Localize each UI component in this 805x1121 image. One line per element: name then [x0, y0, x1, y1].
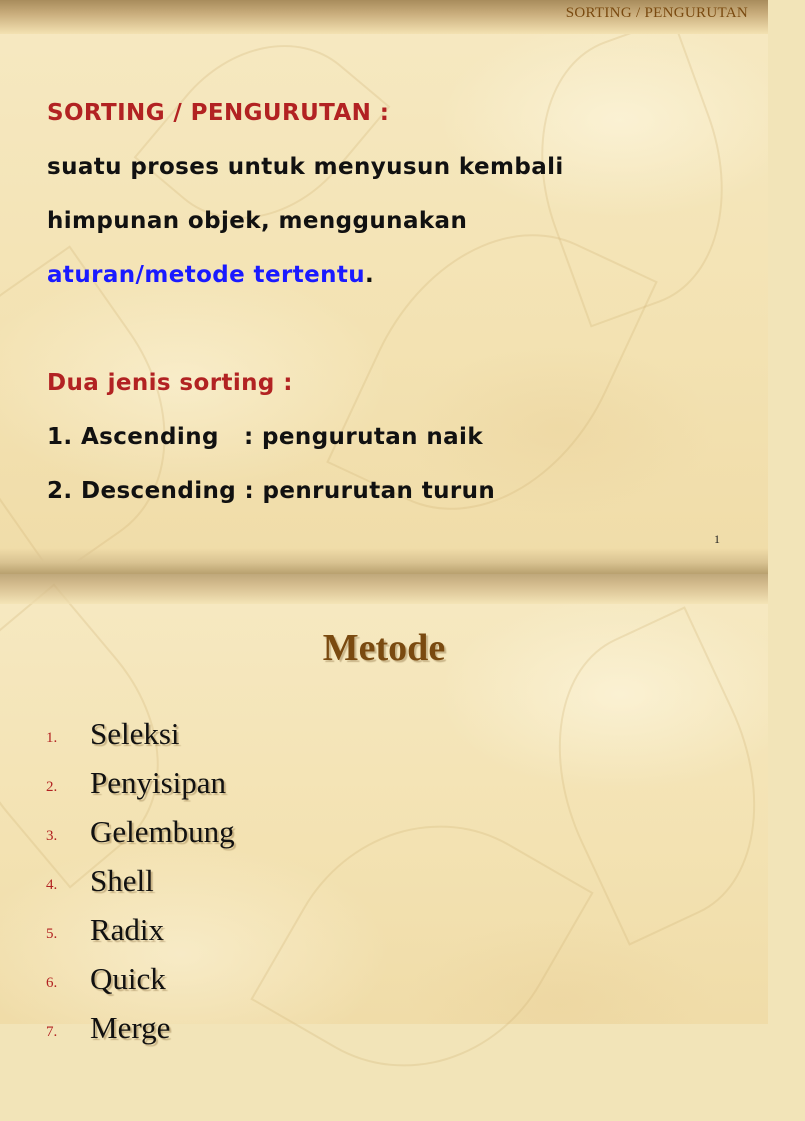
list-label: Quick: [90, 961, 166, 996]
list-item: [0, 814, 768, 864]
slide-2: [0, 574, 768, 1045]
page-number: 1: [714, 532, 720, 546]
definition-line-2: himpunan objek, menggunakan: [47, 208, 468, 234]
types-heading: Dua jenis sorting :: [47, 370, 293, 396]
type-ascending: 1. Ascending : pengurutan naik: [47, 424, 484, 450]
list-label: Merge: [90, 1010, 171, 1045]
list-item: [0, 716, 768, 766]
definition-heading: SORTING / PENGURUTAN :: [47, 100, 390, 126]
slide-top-edge: [0, 574, 768, 604]
list-item: [0, 912, 768, 962]
list-label: Shell: [90, 863, 154, 898]
list-number: 6.: [46, 975, 58, 991]
line-end-period: .: [365, 262, 375, 288]
list-item: [0, 863, 768, 913]
list-label: Gelembung: [90, 814, 235, 849]
list-number: 2.: [46, 779, 58, 795]
definition-line-3: [47, 262, 374, 288]
header-title: SORTING / PENGURUTAN: [565, 5, 748, 21]
slide-bottom-edge: [0, 548, 768, 574]
slide-1: [0, 0, 768, 574]
list-label: Penyisipan: [90, 765, 227, 800]
slide-title: Metode: [322, 627, 446, 669]
list-number: 5.: [46, 926, 58, 942]
list-number: 3.: [46, 828, 58, 844]
list-item: [0, 961, 768, 1011]
list-number: 7.: [46, 1024, 58, 1040]
list-number: 1.: [46, 730, 58, 746]
list-label: Radix: [90, 912, 165, 947]
list-item: [0, 765, 768, 815]
leaf-decoration: [0, 245, 221, 578]
list-number: 4.: [46, 877, 58, 893]
definition-line-1: suatu proses untuk menyusun kembali: [47, 154, 564, 180]
list-item: [0, 1010, 768, 1060]
list-label: Seleksi: [90, 716, 180, 751]
type-descending: 2. Descending : penrurutan turun: [47, 478, 496, 504]
highlight-text: aturan/metode tertentu: [47, 262, 366, 288]
